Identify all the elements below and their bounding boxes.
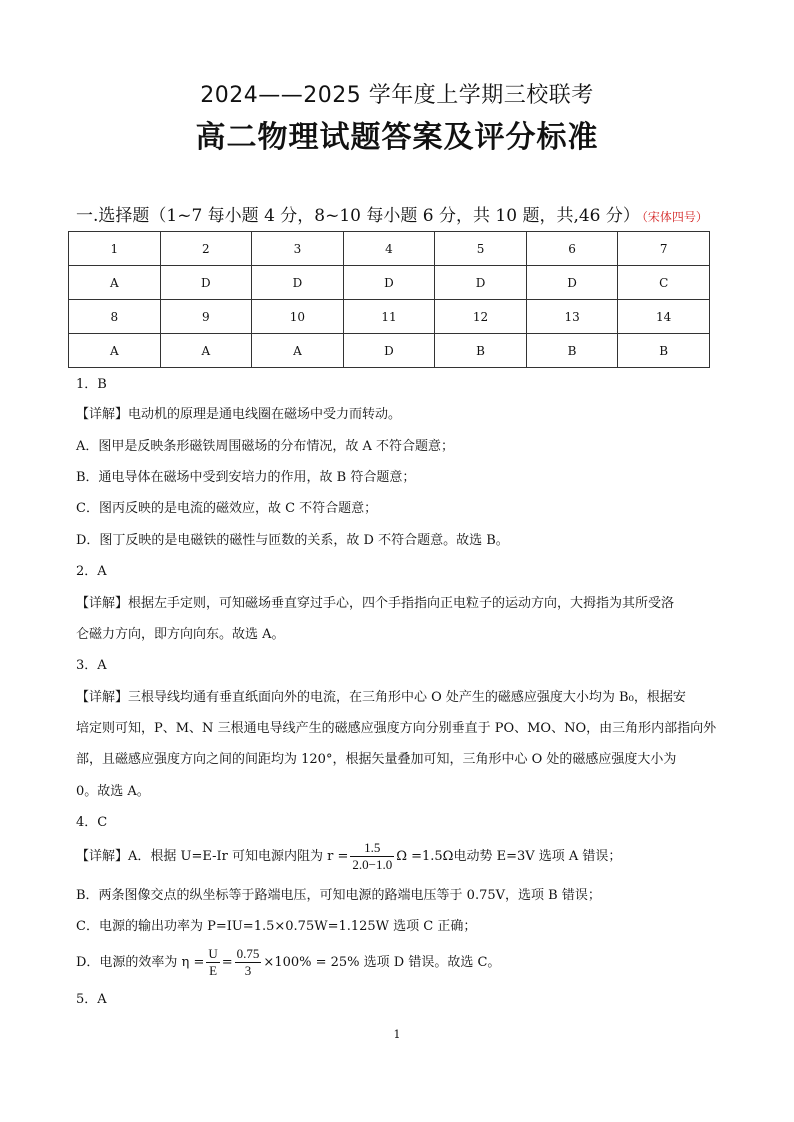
answer-cell: D xyxy=(343,334,435,368)
fraction-numerator: U xyxy=(208,946,218,961)
q4-option-d xyxy=(76,944,726,982)
question-number-cell: 12 xyxy=(435,300,527,334)
fraction-denominator: E xyxy=(209,963,218,978)
question-number-cell: 8 xyxy=(69,300,161,334)
q4-a-result: Ω =1.5Ω电动势 E=3V 选项 A 错误； xyxy=(396,849,622,864)
question-number-cell: 3 xyxy=(252,232,344,266)
answer-cell: A xyxy=(252,334,344,368)
question-number-cell: 9 xyxy=(160,300,252,334)
answer-cell: C xyxy=(618,266,710,300)
question-number-cell: 4 xyxy=(343,232,435,266)
q1-option-c: C．图丙反映的是电流的磁效应，故 C 不符合题意； xyxy=(76,501,378,516)
q3-detail-line4: 0。故选 A。 xyxy=(76,784,150,799)
question-number-cell: 14 xyxy=(618,300,710,334)
font-note: （宋体四号） xyxy=(641,210,708,224)
question-number-cell: 6 xyxy=(526,232,618,266)
table-row xyxy=(69,232,710,266)
q1-option-d: D．图丁反映的是电磁铁的磁性与匝数的关系，故 D 不符合题意。故选 B。 xyxy=(76,533,509,548)
q4-label: 4．C xyxy=(76,815,108,830)
q4-d-result: ×100% = 25% 选项 D 错误。故选 C。 xyxy=(263,955,501,970)
answer-table xyxy=(68,231,710,368)
q4-d-text: D．电源的效率为 η = xyxy=(76,955,205,970)
answer-cell: D xyxy=(526,266,618,300)
answer-cell: A xyxy=(69,334,161,368)
q4-option-a xyxy=(76,838,726,876)
fraction-numerator: 0.75 xyxy=(236,946,260,961)
answer-cell: D xyxy=(435,266,527,300)
answer-cell: D xyxy=(343,266,435,300)
q5-label: 5．A xyxy=(76,992,107,1007)
q1-option-b: B．通电导体在磁场中受到安培力的作用，故 B 符合题意； xyxy=(76,470,416,485)
question-number-cell: 2 xyxy=(160,232,252,266)
answer-cell: D xyxy=(252,266,344,300)
question-number-cell: 5 xyxy=(435,232,527,266)
q3-detail-line1: 【详解】三根导线均通有垂直纸面向外的电流，在三角形中心 O 处产生的磁感应强度大小均为 B₀，根据安 xyxy=(76,690,686,705)
q1-label: 1．B xyxy=(76,377,107,392)
table-row xyxy=(69,300,710,334)
q3-detail-line2: 培定则可知，P、M、N 三根通电导线产生的磁感应强度方向分别垂直于 PO、MO、NO，由三角形内部指向外 xyxy=(76,721,717,736)
question-number-cell: 13 xyxy=(526,300,618,334)
fraction-numerator: 1.5 xyxy=(350,841,394,857)
table-row xyxy=(69,334,710,368)
section-heading xyxy=(76,201,708,226)
exam-title: 2024——2025 学年度上学期三校联考 xyxy=(200,83,594,108)
answer-cell: B xyxy=(526,334,618,368)
q2-detail-line2: 仑磁力方向，即方向向东。故选 A。 xyxy=(76,627,285,642)
question-number-cell: 10 xyxy=(252,300,344,334)
answer-cell: D xyxy=(160,266,252,300)
question-number-cell: 7 xyxy=(618,232,710,266)
efficiency-fraction-values xyxy=(235,947,262,978)
document-title: 高二物理试题答案及评分标准 xyxy=(195,120,599,155)
resistance-fraction xyxy=(350,841,394,872)
fraction-denominator: 3 xyxy=(244,963,252,978)
q1-detail: 【详解】电动机的原理是通电线圈在磁场中受力而转动。 xyxy=(76,407,402,422)
efficiency-fraction-ue xyxy=(206,947,219,978)
fraction-denominator: 2.0−1.0 xyxy=(352,857,393,872)
q2-label: 2．A xyxy=(76,564,107,579)
q4-option-b: B．两条图像交点的纵坐标等于路端电压，可知电源的路端电压等于 0.75V，选项 B 错误； xyxy=(76,888,601,903)
question-number-cell: 1 xyxy=(69,232,161,266)
page-number: 1 xyxy=(393,1028,401,1041)
q2-detail-line1: 【详解】根据左手定则，可知磁场垂直穿过手心，四个手指指向正电粒子的运动方向，大拇指为其所受洛 xyxy=(76,596,675,611)
q1-option-a: A．图甲是反映条形磁铁周围磁场的分布情况，故 A 不符合题意； xyxy=(76,439,455,454)
q4-a-text: 【详解】A．根据 U=E-Ir 可知电源内阻为 r = xyxy=(76,849,349,864)
answer-cell: A xyxy=(69,266,161,300)
q4-option-c: C．电源的输出功率为 P=IU=1.5×0.75W=1.125W 选项 C 正确； xyxy=(76,919,477,934)
q3-label: 3．A xyxy=(76,658,107,673)
section-heading-text: 一.选择题（1~7 每小题 4 分，8~10 每小题 6 分，共 10 题，共,46 分） xyxy=(76,206,640,226)
answer-cell: A xyxy=(160,334,252,368)
table-row xyxy=(69,266,710,300)
answer-cell: B xyxy=(435,334,527,368)
equals-sign: = xyxy=(221,955,233,970)
answer-cell: B xyxy=(618,334,710,368)
question-number-cell: 11 xyxy=(343,300,435,334)
q3-detail-line3: 部，且磁感应强度方向之间的间距均为 120°，根据矢量叠加可知，三角形中心 O 处的磁感应强度大小为 xyxy=(76,752,677,767)
